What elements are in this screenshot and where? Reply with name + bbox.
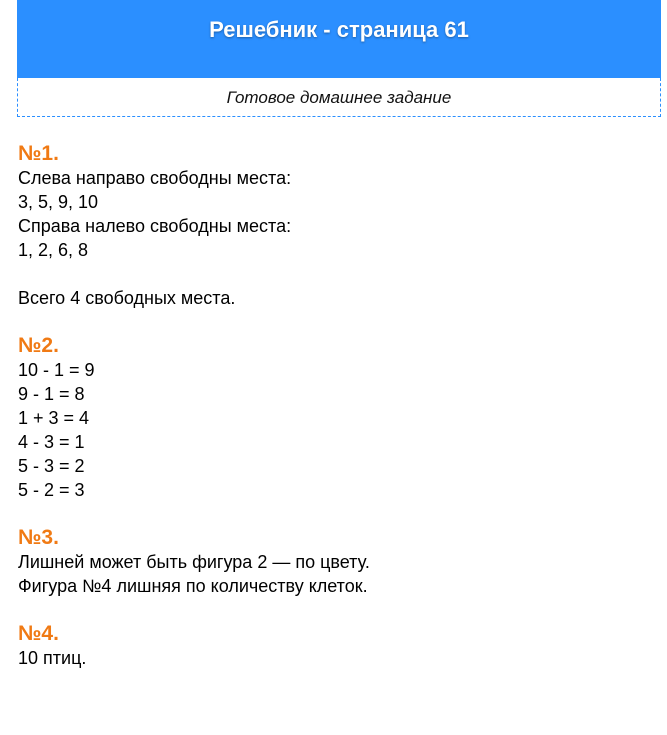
- task-heading: №2.: [18, 334, 59, 357]
- page-title: Решебник - страница 61: [209, 17, 469, 42]
- answer-line: 4 - 3 = 1: [18, 432, 85, 452]
- task-3: [18, 526, 648, 598]
- answer-line: 5 - 2 = 3: [18, 480, 85, 500]
- answer-line: Слева направо свободны места:: [18, 168, 292, 188]
- task-2: [18, 334, 648, 502]
- answer-line: 3, 5, 9, 10: [18, 192, 99, 212]
- page-subtitle: Готовое домашнее задание: [226, 88, 452, 107]
- answer-line: Лишней может быть фигура 2 — по цвету.: [18, 552, 370, 572]
- answer-line: Всего 4 свободных места.: [18, 288, 236, 308]
- answer-line: 9 - 1 = 8: [18, 384, 85, 404]
- answer-line: Фигура №4 лишняя по количеству клеток.: [18, 576, 368, 596]
- answer-line: 5 - 3 = 2: [18, 456, 85, 476]
- task-heading: №1.: [18, 142, 59, 165]
- page-header: [17, 0, 661, 78]
- answer-line: 10 птиц.: [18, 648, 87, 668]
- answer-line: Справа налево свободны места:: [18, 216, 292, 236]
- task-4: [18, 622, 648, 670]
- answer-line: 1, 2, 6, 8: [18, 240, 89, 260]
- page-subtitle-box: [17, 78, 661, 117]
- blank-line: [18, 262, 648, 286]
- solutions-content: [18, 142, 648, 694]
- answer-line: 10 - 1 = 9: [18, 360, 95, 380]
- task-1: [18, 142, 648, 310]
- task-heading: №3.: [18, 526, 59, 549]
- task-heading: №4.: [18, 622, 59, 645]
- answer-line: 1 + 3 = 4: [18, 408, 90, 428]
